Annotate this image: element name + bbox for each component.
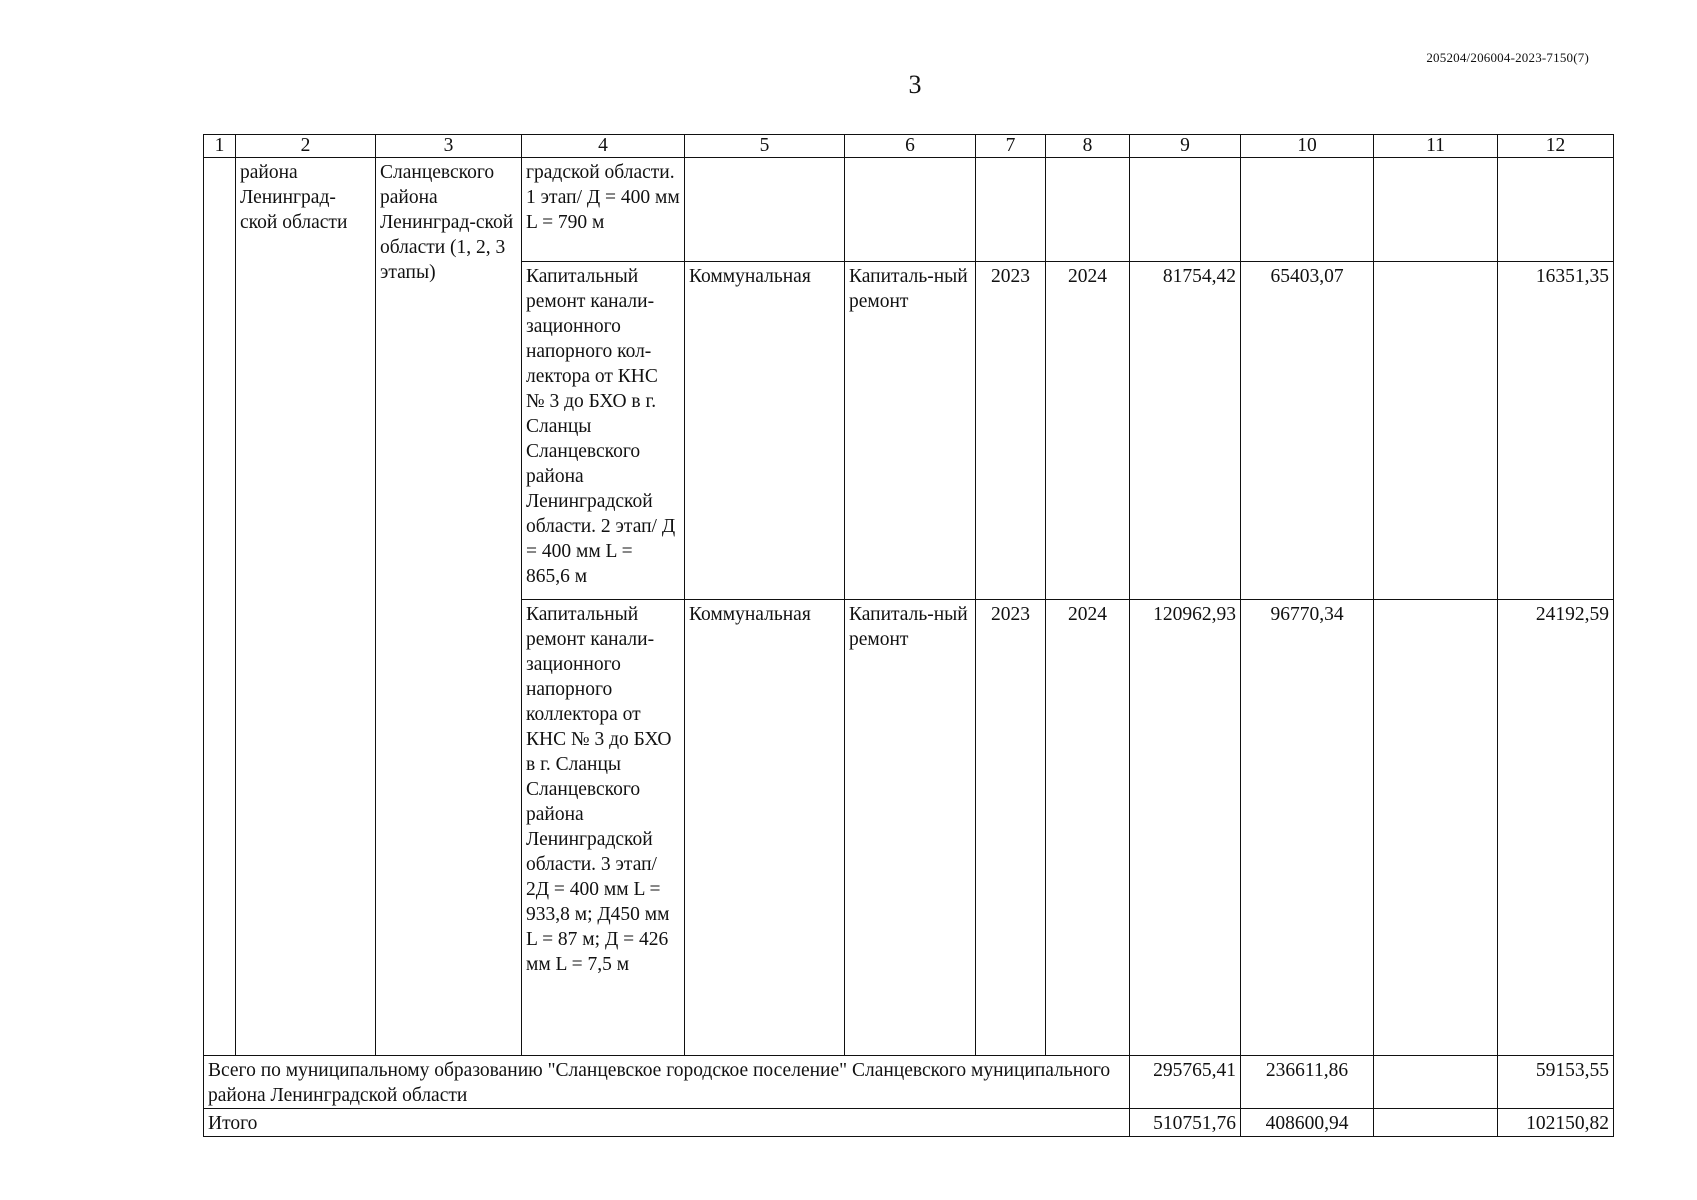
header-cell: 8 bbox=[1046, 135, 1130, 158]
local-budget-cell bbox=[1498, 158, 1614, 262]
object-cell: градской области. 1 этап/ Д = 400 мм L = 790 м bbox=[522, 158, 685, 262]
ownership-cell: Коммунальная bbox=[685, 600, 845, 1056]
year-start-cell: 2023 bbox=[976, 262, 1046, 600]
total-label: Итого bbox=[204, 1109, 1130, 1137]
regional-budget-cell bbox=[1241, 158, 1374, 262]
total-cost-cell: 120962,93 bbox=[1130, 600, 1241, 1056]
index-cell bbox=[204, 158, 236, 1056]
header-cell: 2 bbox=[236, 135, 376, 158]
header-cell: 4 bbox=[522, 135, 685, 158]
header-cell: 12 bbox=[1498, 135, 1614, 158]
work-type-cell: Капиталь-ный ремонт bbox=[845, 262, 976, 600]
header-cell: 9 bbox=[1130, 135, 1241, 158]
table-header-row bbox=[204, 135, 1614, 158]
subtotal-row bbox=[204, 1056, 1614, 1109]
header-cell: 10 bbox=[1241, 135, 1374, 158]
year-end-cell: 2024 bbox=[1046, 600, 1130, 1056]
year-start-cell bbox=[976, 158, 1046, 262]
header-cell: 5 bbox=[685, 135, 845, 158]
federal-budget-cell bbox=[1374, 158, 1498, 262]
ownership-cell bbox=[685, 158, 845, 262]
regional-budget-cell: 96770,34 bbox=[1241, 600, 1374, 1056]
federal-budget-cell bbox=[1374, 262, 1498, 600]
document-id: 205204/206004-2023-7150(7) bbox=[1426, 50, 1589, 65]
subtotal-local-budget: 59153,55 bbox=[1498, 1056, 1614, 1109]
header-cell: 1 bbox=[204, 135, 236, 158]
subtotal-regional-budget: 236611,86 bbox=[1241, 1056, 1374, 1109]
federal-budget-cell bbox=[1374, 600, 1498, 1056]
table-row bbox=[204, 158, 1614, 262]
total-local-budget: 102150,82 bbox=[1498, 1109, 1614, 1137]
local-budget-cell: 16351,35 bbox=[1498, 262, 1614, 600]
work-type-cell: Капиталь-ный ремонт bbox=[845, 600, 976, 1056]
year-start-cell: 2023 bbox=[976, 600, 1046, 1056]
ownership-cell: Коммунальная bbox=[685, 262, 845, 600]
object-cell: Капитальный ремонт канали-зационного напорного коллектора от КНС № 3 до БХО в г. Сланцы Сланцевского района Ленинградской области. 3 этап/ 2Д = 400 мм L = 933,8 м; Д450 мм L = 87 м; Д = 426 мм L = 7,5 м bbox=[522, 600, 685, 1056]
local-budget-cell: 24192,59 bbox=[1498, 600, 1614, 1056]
subtotal-label: Всего по муниципальному образованию "Сланцевское городское поселение" Сланцевского муниципального района Ленинградской области bbox=[204, 1056, 1130, 1109]
header-cell: 3 bbox=[376, 135, 522, 158]
year-end-cell: 2024 bbox=[1046, 262, 1130, 600]
settlement-cell: Сланцевского района Ленинград-ской области (1, 2, 3 этапы) bbox=[376, 158, 522, 1056]
header-cell: 11 bbox=[1374, 135, 1498, 158]
total-row bbox=[204, 1109, 1614, 1137]
subtotal-total-cost: 295765,41 bbox=[1130, 1056, 1241, 1109]
total-federal-budget bbox=[1374, 1109, 1498, 1137]
total-cost-cell: 81754,42 bbox=[1130, 262, 1241, 600]
page-number: 3 bbox=[908, 70, 922, 99]
region-cell: района Ленинград-ской области bbox=[236, 158, 376, 1056]
header-cell: 7 bbox=[976, 135, 1046, 158]
subtotal-federal-budget bbox=[1374, 1056, 1498, 1109]
work-type-cell bbox=[845, 158, 976, 262]
regional-budget-cell: 65403,07 bbox=[1241, 262, 1374, 600]
budget-table bbox=[203, 134, 1614, 1137]
total-regional-budget: 408600,94 bbox=[1241, 1109, 1374, 1137]
total-cost-cell bbox=[1130, 158, 1241, 262]
total-total-cost: 510751,76 bbox=[1130, 1109, 1241, 1137]
object-cell: Капитальный ремонт канали-зационного напорного кол-лектора от КНС № 3 до БХО в г. Сланцы Сланцевского района Ленинградской области. 2 этап/ Д = 400 мм L = 865,6 м bbox=[522, 262, 685, 600]
header-cell: 6 bbox=[845, 135, 976, 158]
year-end-cell bbox=[1046, 158, 1130, 262]
